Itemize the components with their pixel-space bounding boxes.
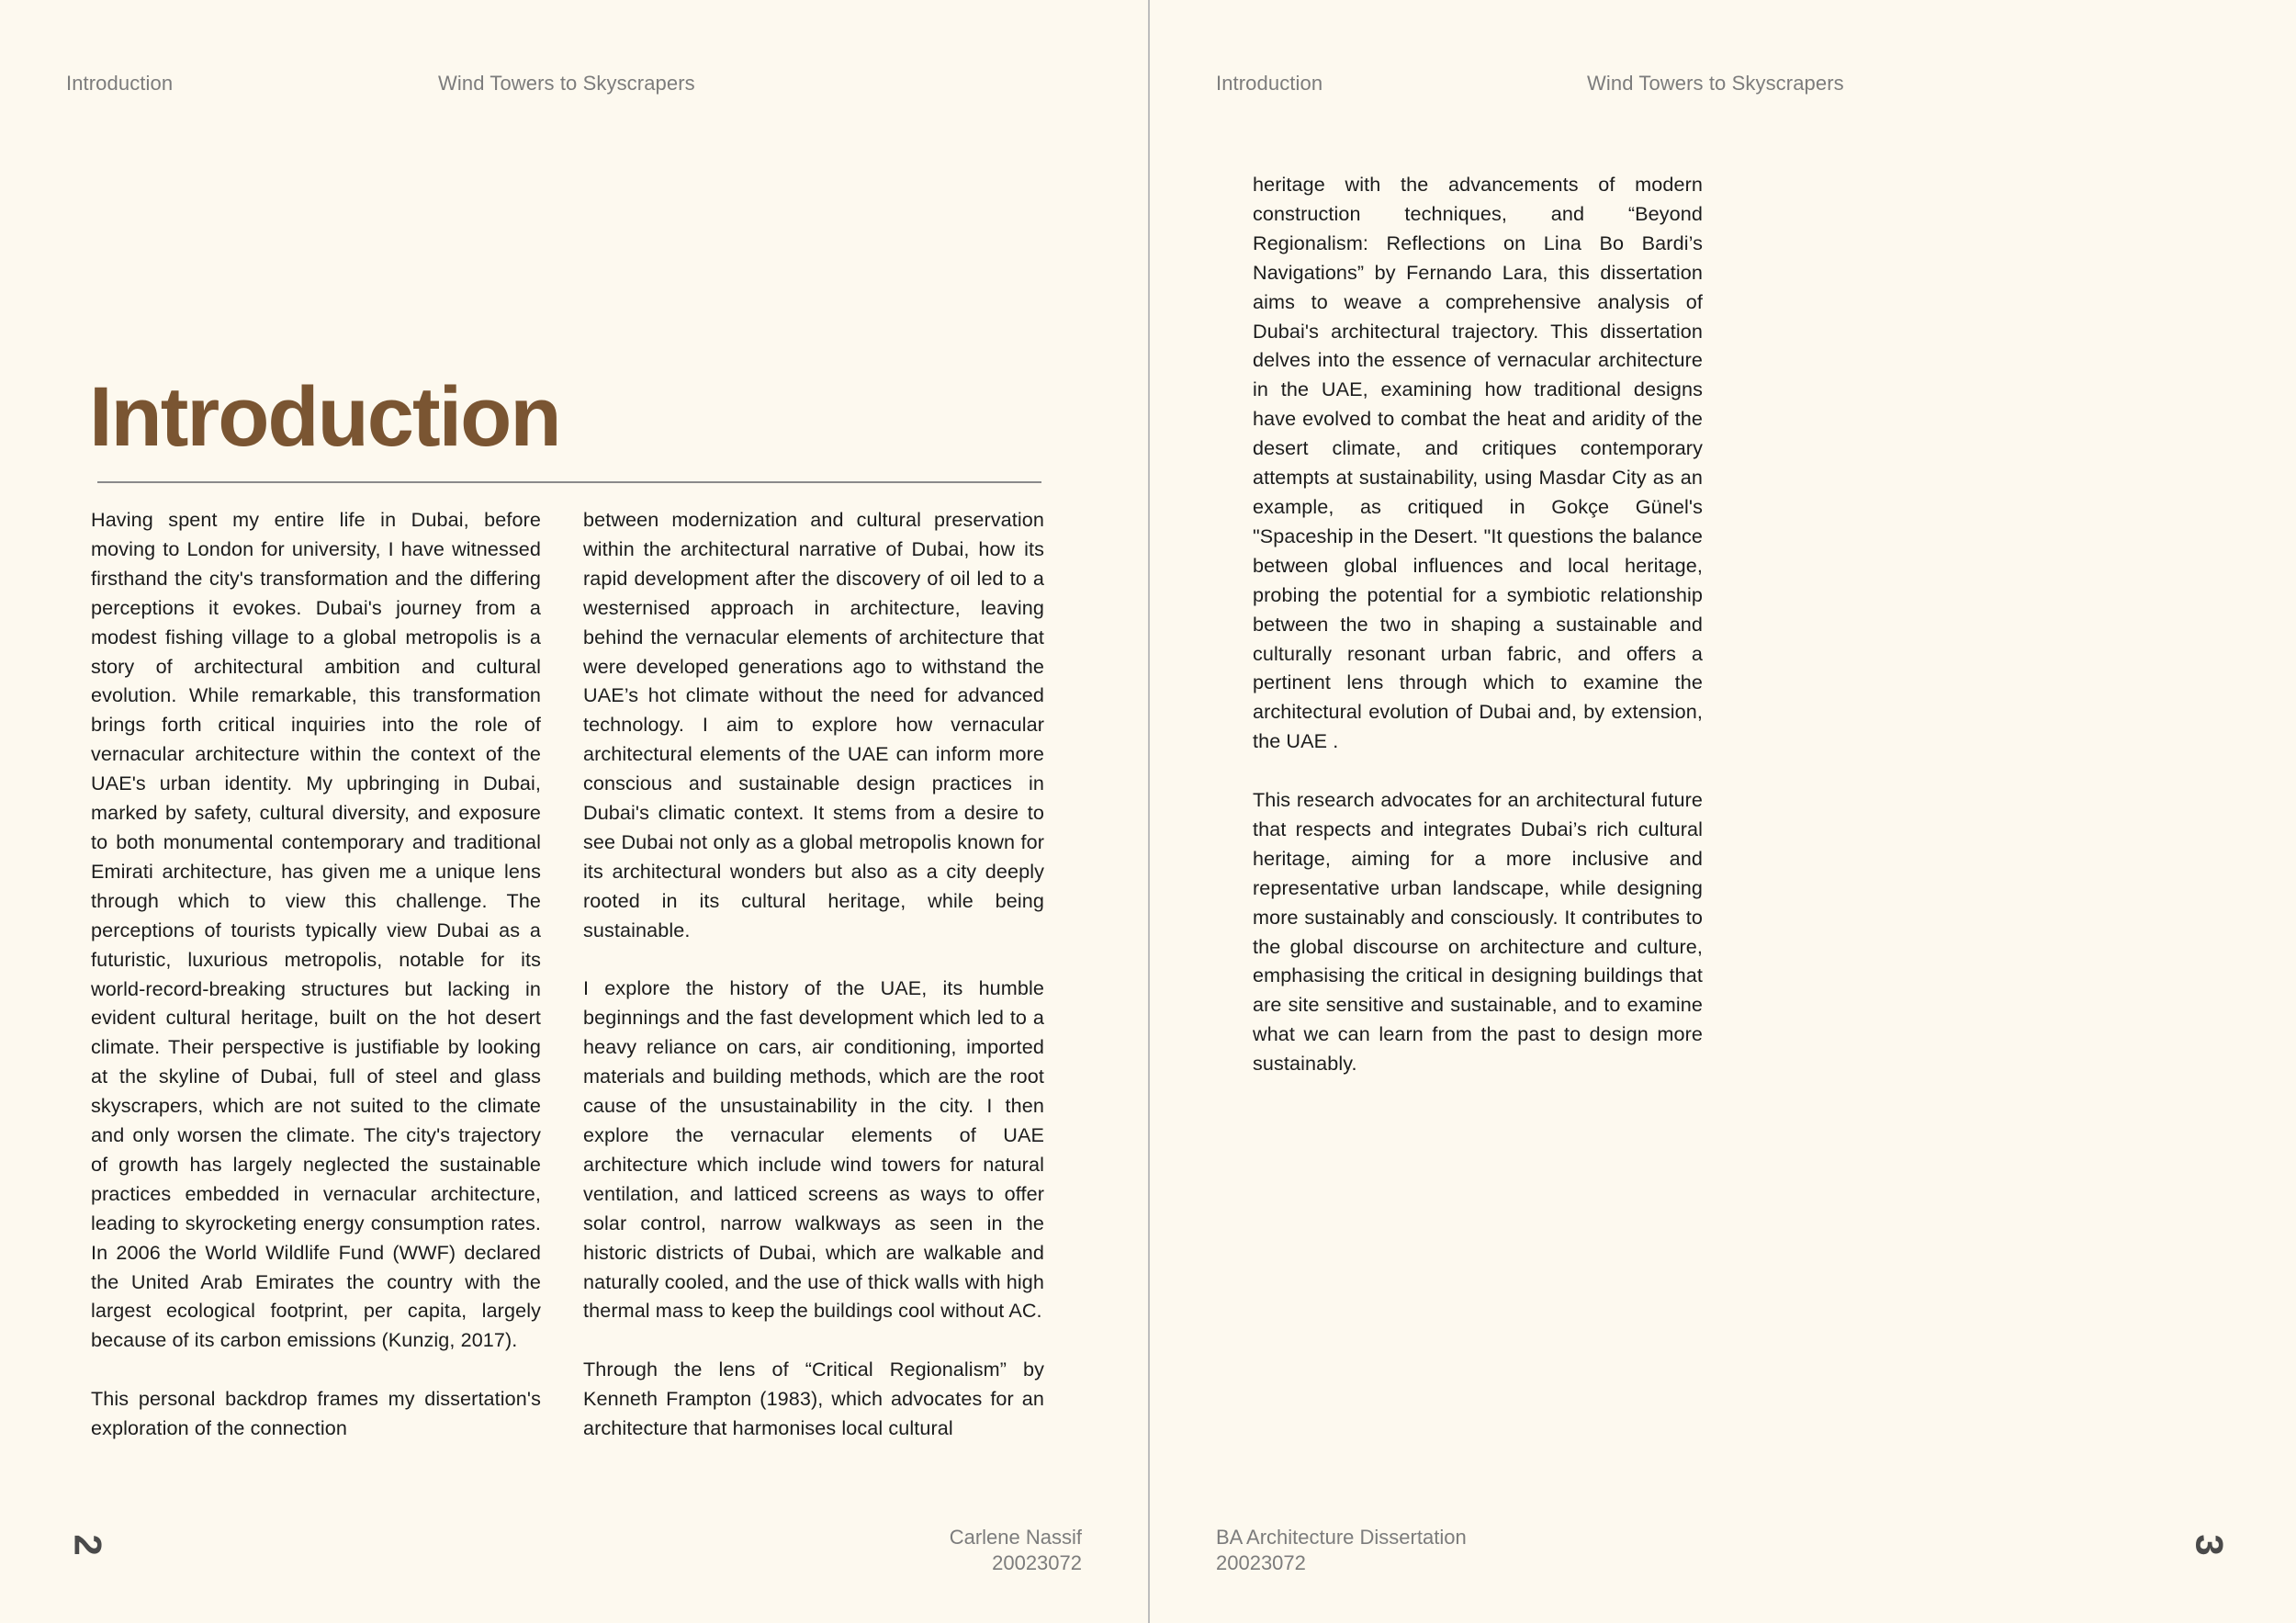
paragraph: This research advocates for an architectural future that respects and integrates Dubai’s rich cultural heritage, aiming for a more inclusive and representative urban landscape, while designing more sustainably and consciously. It contributes to the global discourse on architecture and culture, emphasising the critical in designing buildings that are site sensitive and sustainable, and to examine what we can learn from the past to design more sustainably.	[1253, 788, 1703, 1076]
paragraph: Through the lens of “Critical Regionalism” by Kenneth Frampton (1983), which advocates for an architecture that harmonises local cultural	[583, 1358, 1044, 1440]
right-page	[1150, 0, 2296, 1623]
footer-author: Carlene Nassif	[949, 1526, 1082, 1549]
footer-student-id: 20023072	[992, 1551, 1082, 1574]
running-header-title: Wind Towers to Skyscrapers	[1587, 72, 1844, 95]
paragraph: I explore the history of the UAE, its humble beginnings and the fast development which led to a heavy reliance on cars, air conditioning, imported materials and building methods, which are the root cause of the unsustainability in the city. I then explore the vernacular elements of UAE architecture which include wind towers for natural ventilation, and latticed screens as ways to offer solar control, narrow walkways as seen in the historic districts of Dubai, which are walkable and naturally cooled, and the use of thick walls with high thermal mass to keep the buildings cool without AC.	[583, 976, 1044, 1323]
running-header-section: Introduction	[66, 72, 174, 95]
body-column-1	[91, 505, 541, 1443]
footer-course: BA Architecture Dissertation	[1216, 1526, 1467, 1549]
footer-course-block	[1216, 1525, 1467, 1576]
page-number: 2	[66, 1534, 110, 1556]
paragraph: heritage with the advancements of modern construction techniques, and “Beyond Regionalism: Reflections on Lina Bo Bardi’s Navigations” by Fernando Lara, this dissertation aims to weave a comprehensive analysis of Dubai's architectural trajectory. This dissertation delves into the essence of vernacular architecture in the UAE, examining how traditional designs have evolved to combat the heat and aridity of the desert climate, and critiques contemporary attempts at sustainability, using Masdar City as an example, as critiqued in Gokçe Günel's "Spaceship in the Desert. "It questions the balance between global influences and local heritage, probing the potential for a symbiotic relationship between the two in shaping a sustainable and culturally resonant urban fabric, and offers a pertinent lens through which to examine the architectural evolution of Dubai and, by extension, the UAE .	[1253, 173, 1703, 753]
running-header-title: Wind Towers to Skyscrapers	[438, 72, 695, 95]
footer-student-id: 20023072	[1216, 1551, 1306, 1574]
title-divider	[97, 481, 1041, 483]
page-title: Introduction	[89, 370, 560, 464]
body-column-3	[1253, 170, 1703, 1078]
running-header-section: Introduction	[1216, 72, 1323, 95]
footer-author-block	[950, 1525, 1082, 1576]
paragraph: Having spent my entire life in Dubai, before moving to London for university, I have witnessed firsthand the city's transformation and the differing perceptions it evokes. Dubai's journey from a modest fishing village to a global metropolis is a story of architectural ambition and cultural evolution. While remarkable, this transformation brings forth critical inquiries into the role of vernacular architecture within the context of the UAE's urban identity. My upbringing in Dubai, marked by safety, cultural diversity, and exposure to both monumental contemporary and traditional Emirati architecture, has given me a unique lens through which to view this challenge. The perceptions of tourists typically view Dubai as a futuristic, luxurious metropolis, notable for its world-record-breaking structures but lacking in evident cultural heritage, built on the hot desert climate. Their perspective is justifiable by looking at the skyline of Dubai, full of steel and glass skyscrapers, which are not suited to the climate and only worsen the climate. The city's trajectory of growth has largely neglected the sustainable practices embedded in vernacular architecture, leading to skyrocketing energy consumption rates. In 2006 the World Wildlife Fund (WWF) declared the United Arab Emirates the country with the largest ecological footprint, per capita, largely because of its carbon emissions (Kunzig, 2017).	[91, 508, 541, 1352]
body-column-2	[583, 505, 1044, 1443]
paragraph: between modernization and cultural preservation within the architectural narrative of Dubai, how its rapid development after the discovery of oil led to a westernised approach in architecture, leaving behind the vernacular elements of architecture that were developed generations ago to withstand the UAE’s hot climate without the need for advanced technology. I aim to explore how vernacular architectural elements of the UAE can inform more conscious and sustainable design practices in Dubai's climatic context. It stems from a desire to see Dubai not only as a global metropolis known for its architectural wonders but also as a city deeply rooted in its cultural heritage, while being sustainable.	[583, 508, 1044, 941]
page-number: 3	[2188, 1534, 2232, 1556]
paragraph: This personal backdrop frames my dissertation's exploration of the connection	[91, 1387, 541, 1440]
